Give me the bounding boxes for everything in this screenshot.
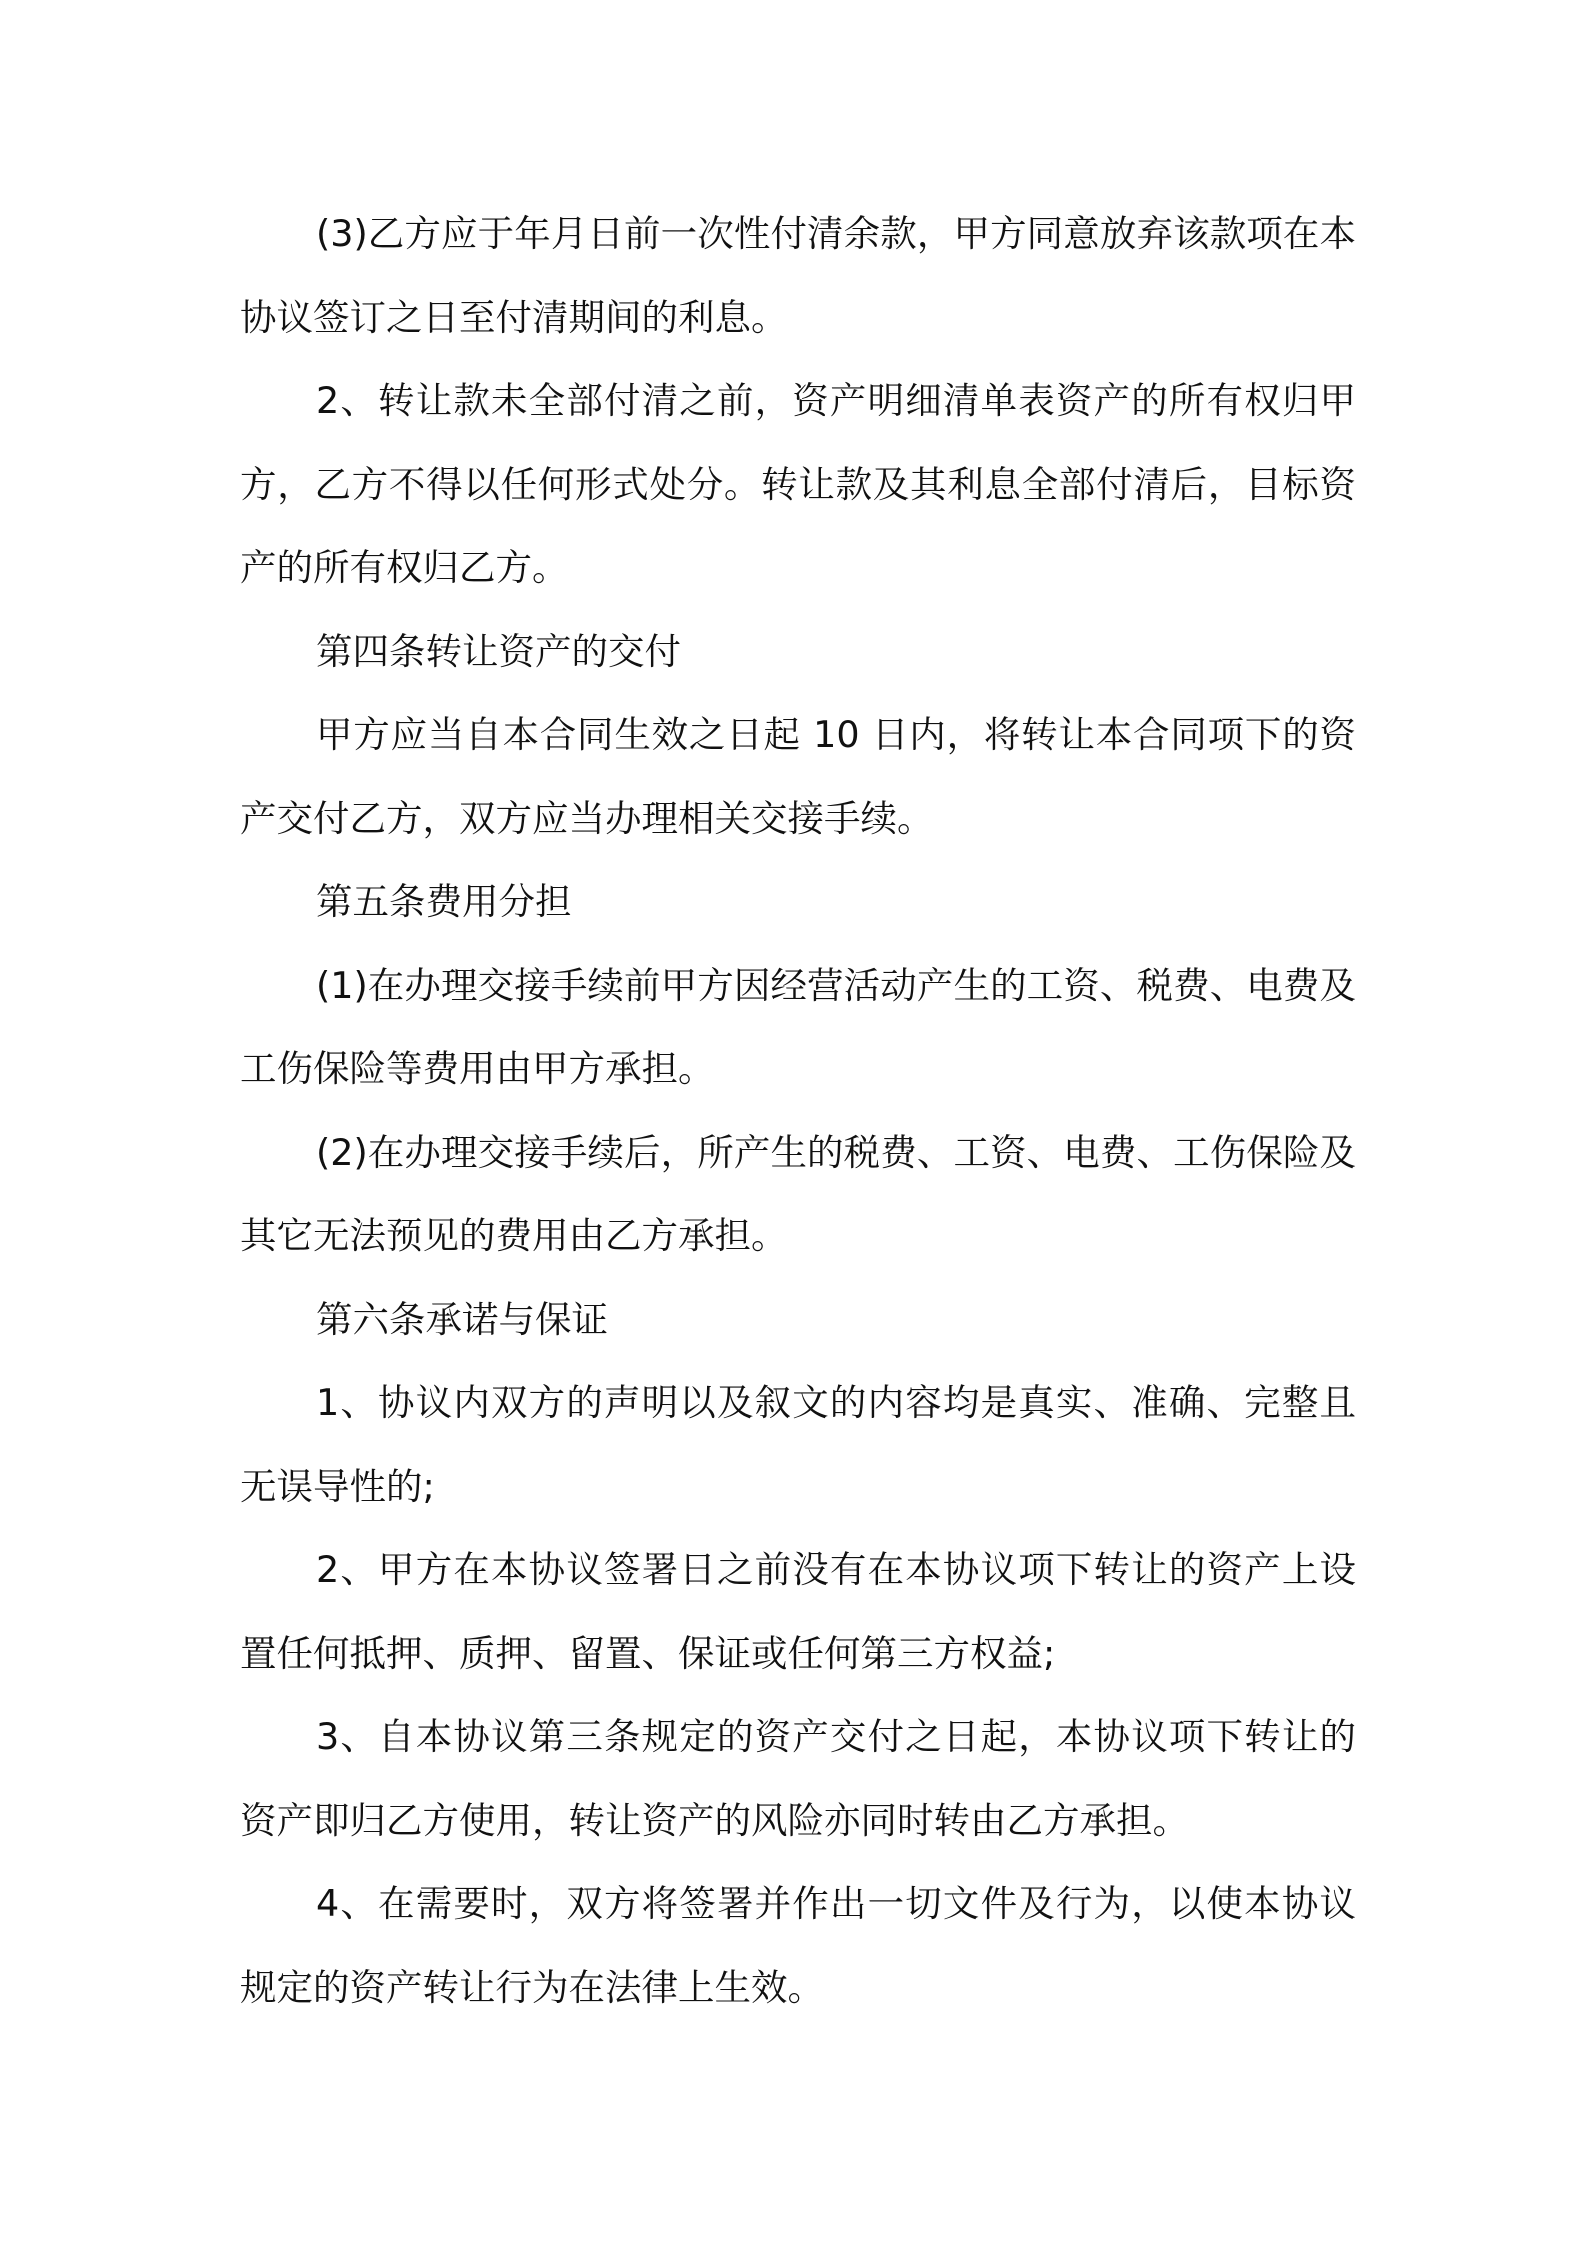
article-5-item-2: (2)在办理交接手续后，所产生的税费、工资、电费、工伤保险及其它无法预见的费用由乙方承担。	[240, 1130, 1356, 1257]
article-6-item-2: 2、甲方在本协议签署日之前没有在本协议项下转让的资产上设置任何抵押、质押、留置、保证或任何第三方权益;	[240, 1548, 1356, 1675]
article-5-item-1: (1)在办理交接手续前甲方因经营活动产生的工资、税费、电费及工伤保险等费用由甲方承担。	[240, 963, 1356, 1090]
clause-3-3-final-payment: (3)乙方应于年月日前一次性付清余款，甲方同意放弃该款项在本协议签订之日至付清期间的利息。	[240, 212, 1356, 339]
article-5-heading: 第五条费用分担	[316, 880, 572, 923]
clause-ownership-before-payment: 2、转让款未全部付清之前，资产明细清单表资产的所有权归甲方，乙方不得以任何形式处分。转让款及其利息全部付清后，目标资产的所有权归乙方。	[240, 379, 1356, 589]
document-body	[240, 192, 1356, 2029]
article-4-delivery-text: 甲方应当自本合同生效之日起 10 日内，将转让本合同项下的资产交付乙方，双方应当办理相关交接手续。	[240, 713, 1356, 840]
article-6-item-1: 1、协议内双方的声明以及叙文的内容均是真实、准确、完整且无误导性的;	[240, 1381, 1356, 1508]
article-6-heading: 第六条承诺与保证	[316, 1297, 608, 1341]
article-4-heading: 第四条转让资产的交付	[316, 629, 681, 673]
article-6-item-3: 3、自本协议第三条规定的资产交付之日起，本协议项下转让的资产即归乙方使用，转让资产的风险亦同时转由乙方承担。	[240, 1715, 1356, 1842]
article-6-item-4: 4、在需要时，双方将签署并作出一切文件及行为，以使本协议规定的资产转让行为在法律上生效。	[240, 1882, 1356, 2009]
